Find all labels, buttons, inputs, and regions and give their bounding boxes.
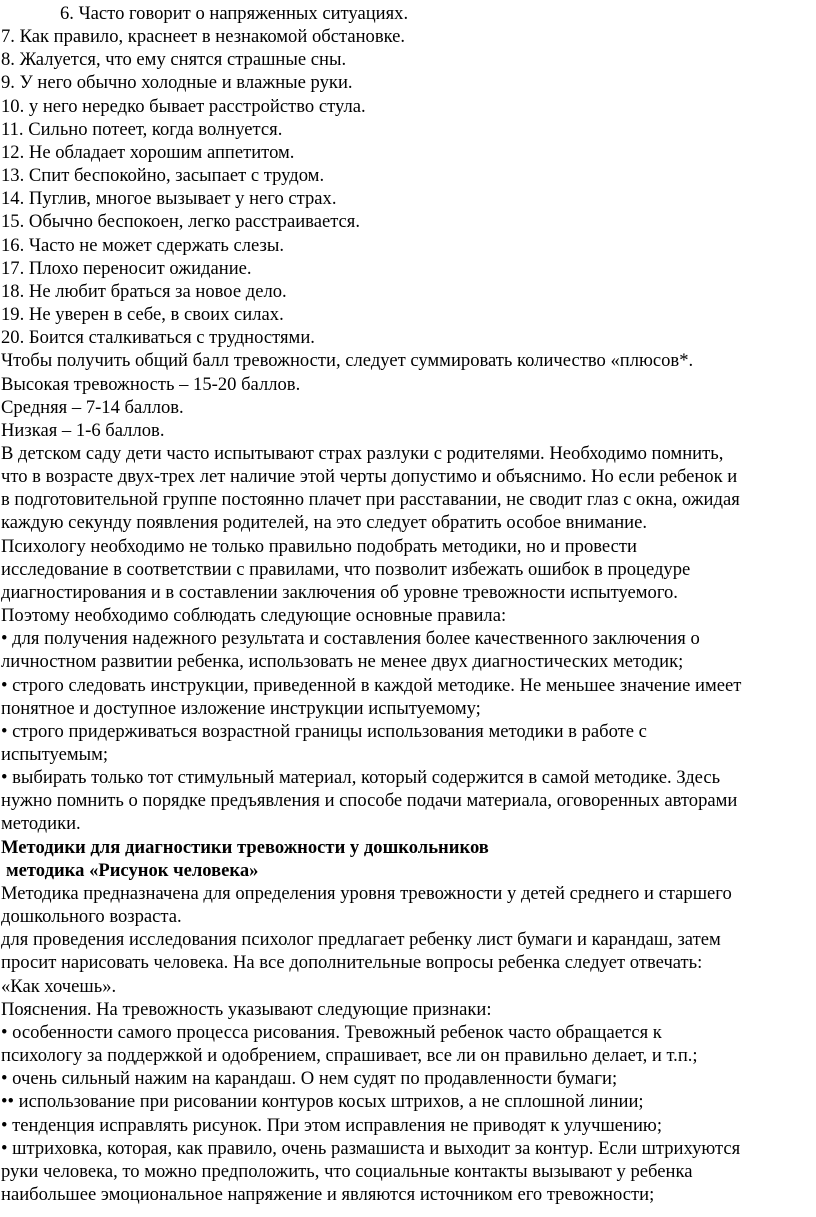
- paragraph-line: В детском саду дети часто испытывают страх разлуки с родителями. Необходимо помнить,: [1, 442, 724, 464]
- paragraph-line: каждую секунду появления родителей, на это следует обратить особое внимание.: [1, 512, 648, 534]
- rules-list: [0, 627, 816, 835]
- explanation-line: наибольшее эмоциональное напряжение и являются источником его тревожности;: [1, 1183, 655, 1205]
- scoring-instruction: Чтобы получить общий балл тревожности, следует суммировать количество «плюсов*.: [1, 350, 694, 372]
- rule-line: • строго следовать инструкции, приведенной в каждой методике. Не меньшее значение имеет: [1, 674, 742, 696]
- score-level-medium: Средняя – 7-14 баллов.: [1, 396, 184, 418]
- list-item: 11. Сильно потеет, когда волнуется.: [1, 118, 283, 140]
- rule-line: понятное и доступное изложение инструкции испытуемому;: [1, 697, 481, 719]
- list-item: 18. Не любит браться за новое дело.: [1, 280, 287, 302]
- kindergarten-paragraph: [0, 442, 816, 535]
- list-item: 16. Часто не может сдержать слезы.: [1, 234, 285, 256]
- rule-line: • для получения надежного результата и составления более качественного заключения о: [1, 628, 700, 650]
- rule-line: нужно помнить о порядке предъявления и способе подачи материала, оговоренных авторами: [1, 790, 738, 812]
- paragraph-line: для проведения исследования психолог предлагает ребенку лист бумаги и карандаш, затем: [1, 929, 721, 951]
- anxiety-questionnaire-list: [0, 0, 816, 349]
- paragraph-line: в подготовительной группе постоянно плачет при расставании, не сводит глаз с окна, ожидая: [1, 489, 740, 511]
- drawing-method-description: [0, 882, 816, 998]
- paragraph-line: исследование в соответствии с правилами, что позволит избежать ошибок в процедуре: [1, 558, 691, 580]
- paragraph-line: что в возрасте двух-трех лет наличие этой черты допустимо и объяснимо. Но если ребенок и: [1, 466, 738, 488]
- paragraph-line: «Как хочешь».: [1, 975, 117, 997]
- explanations-list: [0, 998, 816, 1206]
- list-item: 19. Не уверен в себе, в своих силах.: [1, 304, 284, 326]
- paragraph-line: просит нарисовать человека. На все дополнительные вопросы ребенка следует отвечать:: [1, 952, 703, 974]
- paragraph-line: диагностирования и в составлении заключения об уровне тревожности испытуемого.: [1, 581, 678, 603]
- paragraph-line: Поэтому необходимо соблюдать следующие основные правила:: [1, 605, 507, 627]
- list-item: 9. У него обычно холодные и влажные руки.: [1, 72, 353, 94]
- list-item: 8. Жалуется, что ему снятся страшные сны.: [1, 49, 347, 71]
- list-item: 13. Спит беспокойно, засыпает с трудом.: [1, 165, 325, 187]
- list-item: 20. Боится сталкиваться с трудностями.: [1, 327, 315, 349]
- explanation-line: руки человека, то можно предположить, что социальные контакты вызывают у ребенка: [1, 1160, 693, 1182]
- list-item: 6. Часто говорит о напряженных ситуациях.: [60, 3, 409, 24]
- rule-line: • строго придерживаться возрастной границы использования методики в работе с: [1, 720, 647, 742]
- paragraph-line: дошкольного возраста.: [1, 906, 182, 928]
- psychologist-paragraph: [0, 535, 816, 628]
- explanation-line: психологу за поддержкой и одобрением, спрашивает, все ли он правильно делает, и т.п.;: [1, 1045, 698, 1067]
- explanation-line: • особенности самого процесса рисования. Тревожный ребенок часто обращается к: [1, 1021, 662, 1043]
- list-item: 10. у него нередко бывает расстройство стула.: [1, 95, 366, 117]
- scoring-section: [0, 349, 816, 442]
- rule-line: испытуемым;: [1, 744, 109, 765]
- list-item: 17. Плохо переносит ожидание.: [1, 257, 252, 279]
- explanation-line: • тенденция исправлять рисунок. При этом исправления не приводят к улучшению;: [1, 1114, 662, 1136]
- list-item: 7. Как правило, краснеет в незнакомой обстановке.: [1, 26, 406, 48]
- rule-line: методики.: [1, 813, 81, 835]
- explanation-line: • штриховка, которая, как правило, очень размашиста и выходит за контур. Если штрихуются: [1, 1137, 741, 1159]
- list-item: 12. Не обладает хорошим аппетитом.: [1, 141, 295, 163]
- score-level-high: Высокая тревожность – 15-20 баллов.: [1, 373, 301, 395]
- section-heading-drawing: методика «Рисунок человека»: [6, 859, 259, 881]
- explanation-line: •• использование при рисовании контуров косых штрихов, а не сплошной линии;: [1, 1091, 644, 1113]
- list-item: 15. Обычно беспокоен, легко расстраивается.: [1, 211, 361, 233]
- paragraph-line: Методика предназначена для определения уровня тревожности у детей среднего и старшего: [1, 882, 732, 904]
- explanations-intro: Пояснения. На тревожность указывают следующие признаки:: [1, 998, 492, 1020]
- paragraph-line: Психологу необходимо не только правильно подобрать методики, но и провести: [1, 535, 637, 557]
- rule-line: личностном развитии ребенка, использовать не менее двух диагностических методик;: [1, 651, 684, 673]
- rule-line: • выбирать только тот стимульный материал, который содержится в самой методике. Здесь: [1, 767, 721, 789]
- score-level-low: Низкая – 1-6 баллов.: [1, 419, 165, 441]
- list-item: 14. Пуглив, многое вызывает у него страх.: [1, 188, 337, 210]
- section-heading-methods: Методики для диагностики тревожности у дошкольников: [1, 836, 489, 858]
- explanation-line: • очень сильный нажим на карандаш. О нем судят по продавленности бумаги;: [1, 1068, 618, 1090]
